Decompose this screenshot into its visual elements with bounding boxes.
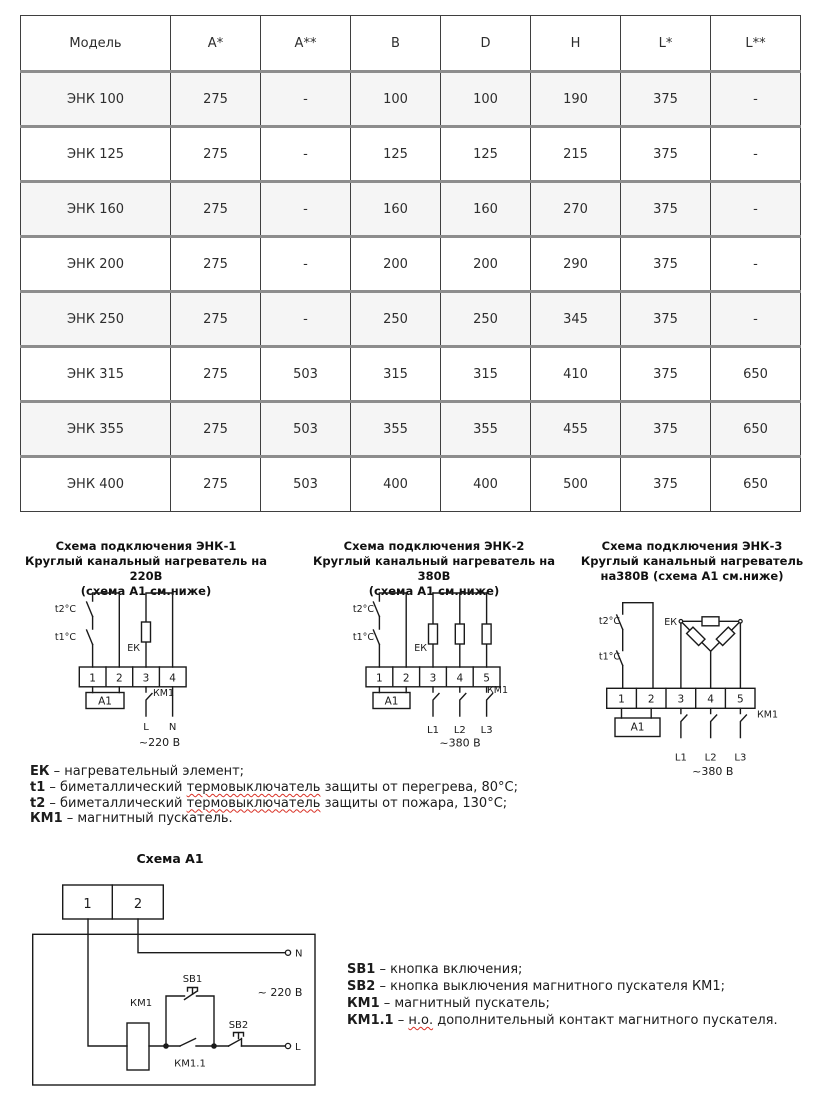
- sb2-button-cap: [234, 1033, 244, 1039]
- phase-label: L3: [480, 725, 493, 736]
- t1-switch: [87, 630, 93, 645]
- terminal-number: 2: [115, 672, 123, 685]
- table-row: [21, 72, 801, 127]
- legend-item: t2 – биметаллический термовыключатель защиты от пожара, 130°С;: [30, 795, 508, 811]
- phase-label: L2: [453, 725, 466, 736]
- spellcheck-underlined-word: термовыключатель: [186, 779, 321, 795]
- km1-contact: [711, 708, 717, 737]
- terminal-number: 1: [89, 672, 96, 685]
- terminal-number: 2: [647, 693, 655, 706]
- value-cell: 275: [171, 402, 261, 457]
- diagram-enk3: [585, 588, 820, 788]
- voltage-label: ~220 В: [138, 736, 181, 749]
- diagram2-title-line3: (схема А1 см.ниже): [368, 584, 500, 598]
- km1-contact: [681, 708, 687, 737]
- value-cell: 200: [351, 237, 441, 292]
- value-cell: -: [711, 127, 801, 182]
- value-cell: 125: [351, 127, 441, 182]
- legend-item: SB2 – кнопка выключения магнитного пускателя КМ1;: [347, 979, 726, 994]
- terminal-number: 4: [169, 672, 176, 685]
- value-cell: 125: [441, 127, 531, 182]
- value-cell: 100: [351, 72, 441, 127]
- value-cell: -: [711, 72, 801, 127]
- value-cell: 650: [711, 457, 801, 512]
- phase-label: L1: [674, 752, 687, 764]
- value-cell: 375: [621, 72, 711, 127]
- legend-term: t2: [30, 795, 46, 811]
- a1-label: А1: [630, 721, 645, 734]
- diagram-enk2: [330, 588, 565, 760]
- value-cell: -: [261, 127, 351, 182]
- legend-term: КМ1: [347, 996, 380, 1011]
- value-cell: 650: [711, 402, 801, 457]
- value-cell: 345: [531, 292, 621, 347]
- spellcheck-underlined-word: термовыключатель: [186, 795, 321, 811]
- model-cell: ЭНК 355: [21, 402, 171, 457]
- heater-element: [142, 622, 151, 642]
- table-header-cell: H: [531, 16, 621, 72]
- value-cell: 270: [531, 182, 621, 237]
- terminal-number: 3: [142, 672, 150, 685]
- legend-term: SB2: [347, 979, 376, 994]
- phase-label: L3: [734, 752, 747, 764]
- a1-wires: [93, 687, 120, 693]
- value-cell: 160: [441, 182, 531, 237]
- value-cell: 200: [441, 237, 531, 292]
- value-cell: -: [711, 237, 801, 292]
- terminal-number: 2: [133, 897, 143, 912]
- diagram2-title-line2: Круглый канальный нагреватель на 380В: [312, 554, 556, 583]
- terminal-number: 1: [618, 693, 625, 706]
- n-terminal: [285, 950, 290, 955]
- km1-label: КМ1: [130, 998, 153, 1009]
- table-header-cell: L**: [711, 16, 801, 72]
- legend-term: КМ1.1: [347, 1013, 394, 1028]
- value-cell: 250: [441, 292, 531, 347]
- legend-bottom: [347, 961, 778, 1029]
- voltage-label: ~380 В: [692, 765, 734, 778]
- value-cell: 400: [441, 457, 531, 512]
- sb1-label: SB1: [182, 974, 203, 985]
- value-cell: 503: [261, 347, 351, 402]
- value-cell: -: [711, 292, 801, 347]
- km1-label: КМ1: [153, 688, 174, 699]
- t1-switch: [373, 630, 379, 645]
- km1-label: КМ1: [757, 709, 778, 721]
- thermal-loop-wire: [379, 593, 406, 667]
- value-cell: 410: [531, 347, 621, 402]
- value-cell: 275: [171, 457, 261, 512]
- value-cell: 250: [351, 292, 441, 347]
- table-row: [21, 182, 801, 237]
- thermal-loop-wire: [623, 603, 653, 689]
- legend-term: КМ1: [30, 811, 63, 827]
- t2-label: t2°C: [598, 616, 620, 627]
- value-cell: 500: [531, 457, 621, 512]
- value-cell: 315: [441, 347, 531, 402]
- value-cell: 375: [621, 292, 711, 347]
- phase-label: L: [143, 722, 149, 733]
- value-cell: 275: [171, 292, 261, 347]
- km1-label: КМ1: [487, 685, 508, 696]
- value-cell: 503: [261, 457, 351, 512]
- sb1-branch-wire: [166, 996, 214, 1046]
- km11-label: КМ1.1: [174, 1058, 206, 1070]
- table-header-cell: B: [351, 16, 441, 72]
- value-cell: 355: [441, 402, 531, 457]
- ek-label: ЕК: [664, 617, 677, 628]
- heater-element: [482, 624, 491, 644]
- t2-label: t2°C: [352, 604, 374, 615]
- terminal-number: 4: [707, 693, 714, 706]
- value-cell: -: [261, 292, 351, 347]
- phase-label: N: [168, 722, 177, 733]
- km1-contact: [460, 687, 466, 716]
- value-cell: 190: [531, 72, 621, 127]
- value-cell: 375: [621, 457, 711, 512]
- diagram1-title-line2: Круглый канальный нагреватель на 220В: [24, 554, 268, 583]
- schema-a1-title: Схема А1: [136, 851, 204, 866]
- table-header-cell: A*: [171, 16, 261, 72]
- terminal-number: 5: [483, 672, 490, 685]
- model-cell: ЭНК 250: [21, 292, 171, 347]
- value-cell: 275: [171, 182, 261, 237]
- value-cell: 375: [621, 127, 711, 182]
- table-header-cell: Модель: [21, 16, 171, 72]
- value-cell: 503: [261, 402, 351, 457]
- spellcheck-underlined-word: н.о.: [408, 1013, 434, 1028]
- km1-coil: [127, 1023, 149, 1070]
- heater-element: [455, 624, 464, 644]
- value-cell: -: [261, 72, 351, 127]
- thermal-loop-wire: [93, 593, 120, 667]
- table-row: [21, 347, 801, 402]
- value-cell: -: [261, 182, 351, 237]
- sb2-contact-blade: [229, 1039, 242, 1047]
- heater-element: [687, 627, 705, 645]
- table-header-cell: D: [441, 16, 531, 72]
- t2-switch: [87, 602, 93, 617]
- table-row: [21, 237, 801, 292]
- value-cell: 275: [171, 72, 261, 127]
- km1-contact: [433, 687, 439, 716]
- a1-label: А1: [384, 695, 399, 708]
- value-cell: 160: [351, 182, 441, 237]
- legend-item: ЕК – нагревательный элемент;: [30, 764, 245, 779]
- table-header-cell: A**: [261, 16, 351, 72]
- voltage-label: ~ 220 В: [257, 986, 303, 999]
- value-cell: 375: [621, 182, 711, 237]
- model-cell: ЭНК 400: [21, 457, 171, 512]
- legend-top: [30, 764, 518, 827]
- table-row: [21, 457, 801, 512]
- t1-label: t1°C: [598, 651, 620, 663]
- table-row: [21, 402, 801, 457]
- value-cell: 100: [441, 72, 531, 127]
- model-cell: ЭНК 200: [21, 237, 171, 292]
- terminal-number: 3: [429, 672, 437, 685]
- ek-label: ЕК: [127, 643, 140, 654]
- legend-term: SB1: [347, 962, 376, 977]
- value-cell: 650: [711, 347, 801, 402]
- diagram3-title-line1: Схема подключения ЭНК-3: [601, 539, 783, 553]
- legend-item: КМ1 – магнитный пускатель.: [30, 811, 233, 827]
- km1-contact: [740, 708, 746, 737]
- a1-wires: [379, 687, 406, 693]
- diagram1-title-line3: (схема А1 см.ниже): [80, 584, 212, 598]
- terminal-number: 5: [737, 693, 744, 706]
- diagram1-title-line1: Схема подключения ЭНК-1: [55, 539, 237, 553]
- diagram3-title-line3: на380В (схема А1 см.ниже): [600, 569, 784, 583]
- a1-label: А1: [98, 695, 112, 708]
- sb1-contact-blade: [185, 992, 197, 1000]
- table-row: [21, 292, 801, 347]
- heater-element: [429, 624, 438, 644]
- value-cell: 215: [531, 127, 621, 182]
- model-cell: ЭНК 160: [21, 182, 171, 237]
- diagram-enk1: [30, 588, 265, 760]
- value-cell: 275: [171, 237, 261, 292]
- sb2-label: SB2: [228, 1020, 249, 1031]
- value-cell: -: [711, 182, 801, 237]
- legend-term: t1: [30, 779, 46, 795]
- t1-label: t1°C: [54, 632, 76, 643]
- value-cell: 375: [621, 237, 711, 292]
- diagram3-title-line2: Круглый канальный нагреватель: [580, 554, 804, 568]
- legend-item: t1 – биметаллический термовыключатель защиты от перегрева, 80°С;: [30, 779, 518, 795]
- terminal-number: 2: [402, 672, 410, 685]
- value-cell: 290: [531, 237, 621, 292]
- l-label: L: [295, 1042, 301, 1053]
- phase-label: L1: [427, 725, 439, 736]
- t2-switch: [373, 602, 379, 617]
- sb1-button-cap: [188, 988, 198, 995]
- value-cell: 355: [351, 402, 441, 457]
- model-cell: ЭНК 125: [21, 127, 171, 182]
- value-cell: 315: [351, 347, 441, 402]
- t2-label: t2°C: [54, 604, 76, 615]
- a1-wires: [622, 708, 652, 718]
- table-header-row: [21, 16, 801, 72]
- terminal-number: 4: [456, 672, 464, 685]
- n-label: N: [295, 948, 303, 960]
- diagram3-title: [578, 539, 806, 584]
- heater-element: [716, 627, 734, 645]
- km11-contact-blade: [180, 1039, 196, 1047]
- legend-item: SB1 – кнопка включения;: [347, 962, 523, 977]
- model-cell: ЭНК 100: [21, 72, 171, 127]
- model-cell: ЭНК 315: [21, 347, 171, 402]
- heater-element: [702, 617, 719, 626]
- spec-table: [20, 15, 801, 512]
- l-terminal: [285, 1043, 290, 1048]
- schema-a1-diagram: [30, 875, 375, 1097]
- diagram2-title-line1: Схема подключения ЭНК-2: [343, 539, 525, 553]
- value-cell: 455: [531, 402, 621, 457]
- value-cell: 375: [621, 347, 711, 402]
- legend-term: ЕК: [30, 764, 50, 779]
- ek-label: ЕК: [414, 643, 427, 654]
- value-cell: 400: [351, 457, 441, 512]
- km1-contact: [146, 687, 152, 716]
- legend-item: КМ1 – магнитный пускатель;: [347, 996, 550, 1011]
- terminal-number: 1: [376, 672, 383, 685]
- t1-label: t1°C: [352, 632, 374, 643]
- spec-table-body: [21, 72, 801, 512]
- value-cell: 275: [171, 347, 261, 402]
- terminal-dividers: [106, 667, 159, 687]
- value-cell: 375: [621, 402, 711, 457]
- wire-terminal2-n: [138, 919, 285, 953]
- table-header-cell: L*: [621, 16, 711, 72]
- table-row: [21, 127, 801, 182]
- legend-item: КМ1.1 – н.о. дополнительный контакт магнитного пускателя.: [347, 1013, 778, 1028]
- phase-label: L2: [704, 752, 717, 764]
- value-cell: 275: [171, 127, 261, 182]
- wire-terminal1: [88, 919, 127, 1046]
- value-cell: -: [261, 237, 351, 292]
- terminal-number: 1: [83, 897, 92, 912]
- voltage-label: ~380 В: [439, 736, 481, 750]
- terminal-number: 3: [677, 693, 685, 706]
